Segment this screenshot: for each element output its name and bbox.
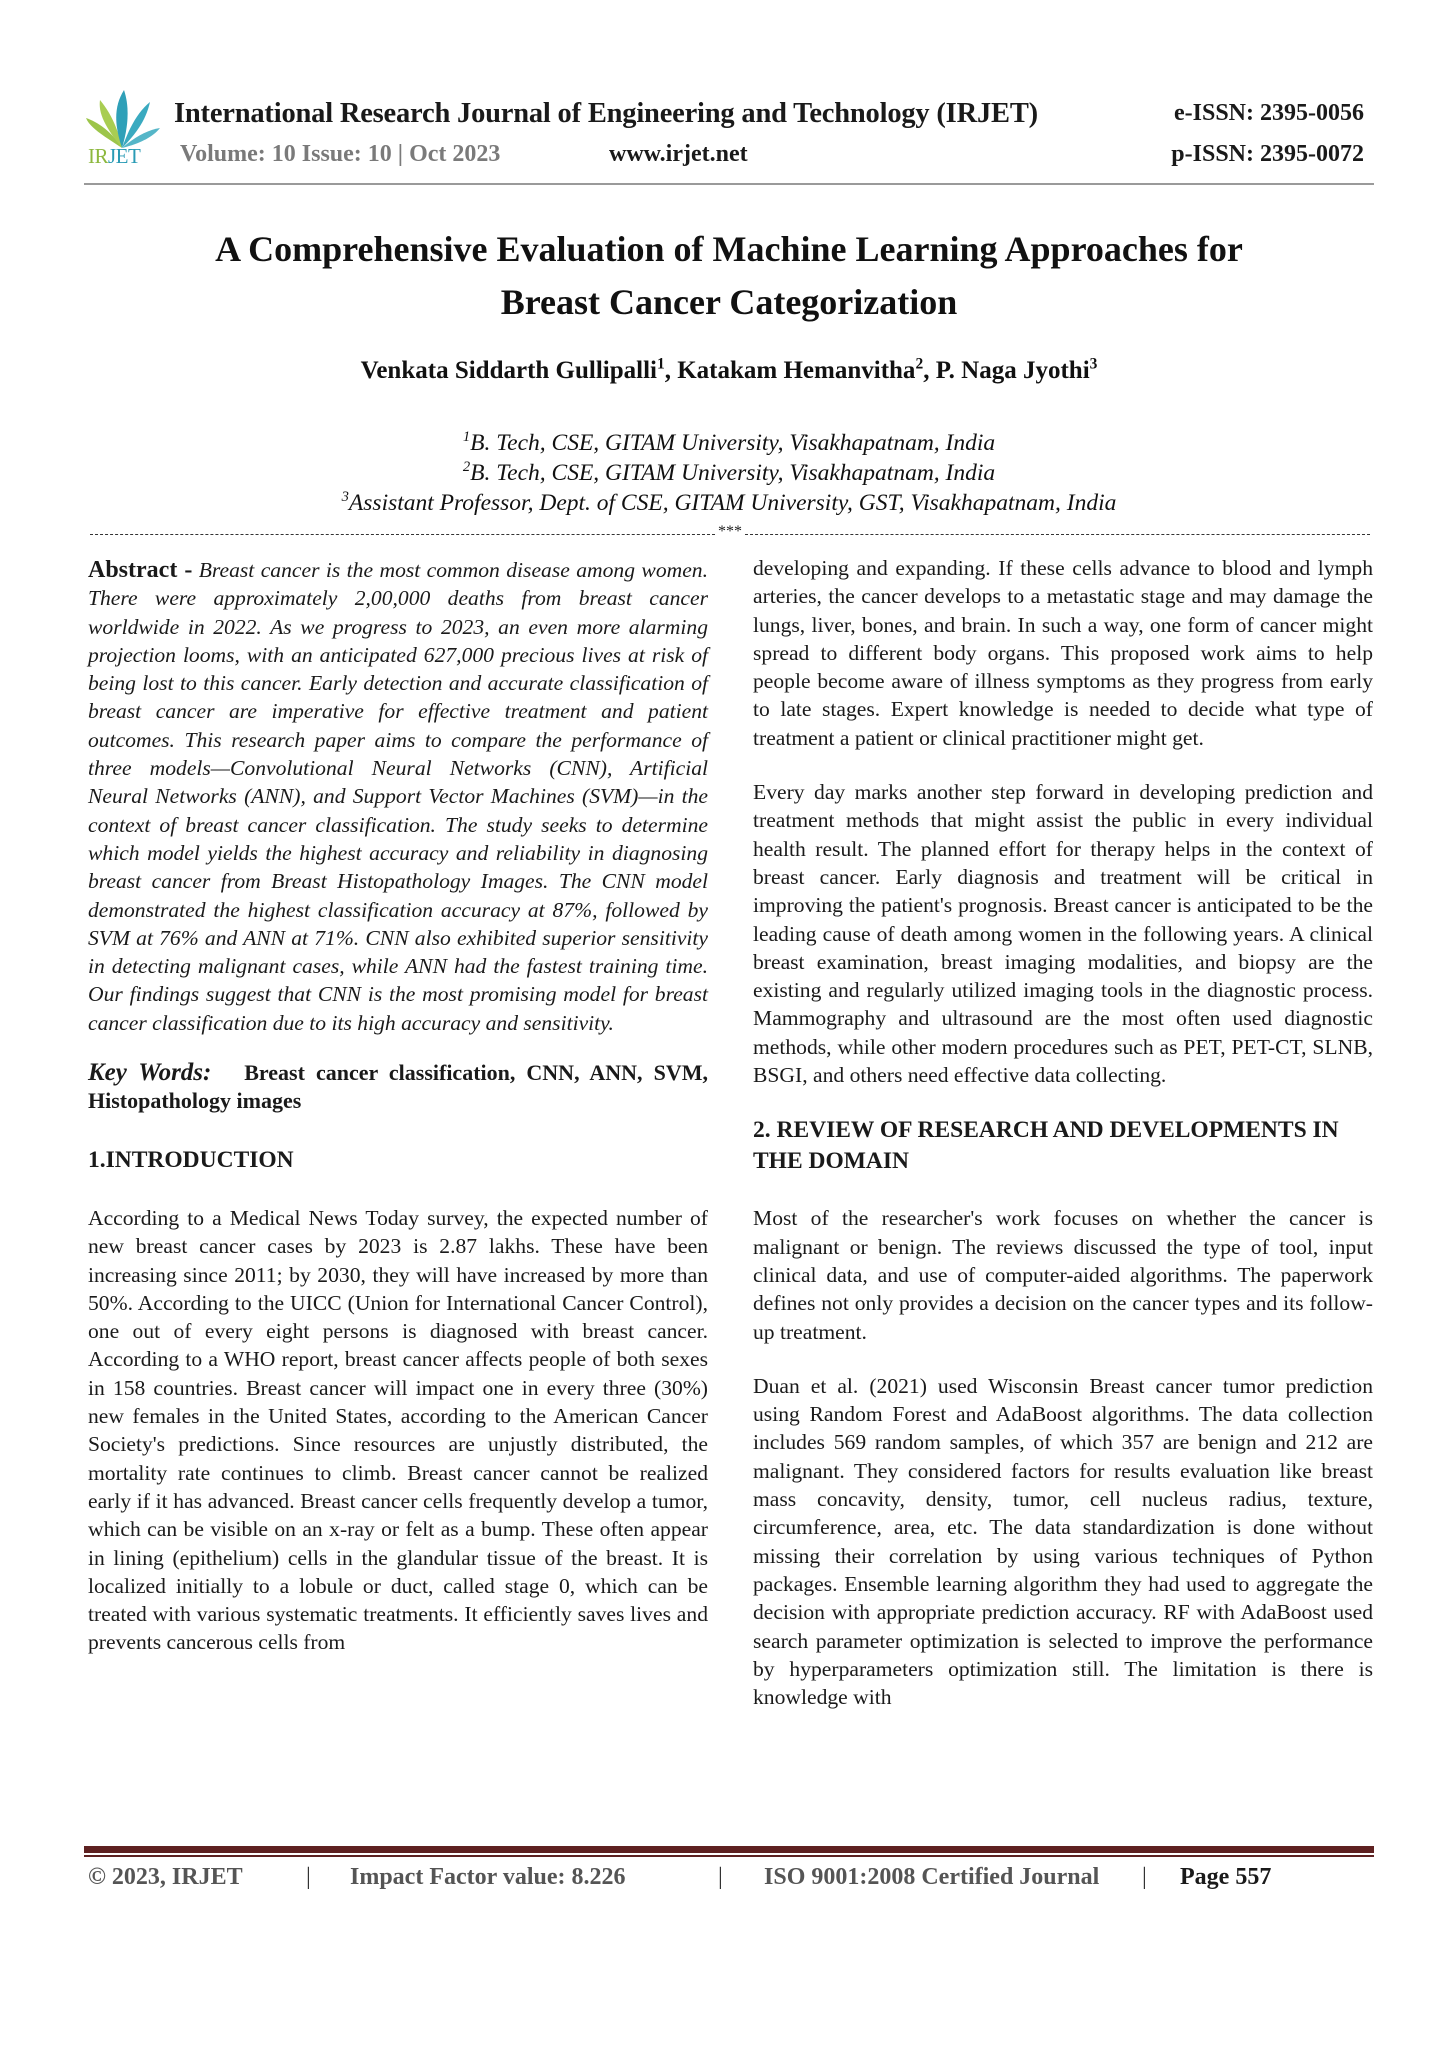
affiliation-item (84, 428, 1374, 458)
keywords-colon: : (203, 1059, 212, 1087)
review-paragraph-2: Duan et al. (2021) used Wisconsin Breast cancer tumor prediction using Random Forest and AdaBoost algorithms. The data collection includes 569 random samples, of which 357 are benign and 212 are malignant. They considered factors for results evaluation like breast mass concavity, density, tumor, cell nucleus radius, texture, circumference, area, etc. The data standardization is done without missing their correlation by using various techniques of Python packages. Ensemble learning algorithm they had used to aggregate the decision with appropriate prediction accuracy. RF with AdaBoost used search parameter optimization is selected to improve the performance by hyperparameters optimization still. The limitation is there is knowledge with (753, 1373, 1373, 1710)
left-column (88, 556, 708, 1657)
affiliation-mark: 3 (341, 489, 349, 506)
right-column (753, 554, 1373, 1711)
section-heading-introduction: 1.INTRODUCTION (88, 1146, 294, 1173)
author-name: Katakam Hemanvitha (677, 357, 916, 384)
intro-paragraph-2: Every day marks another step forward in developing prediction and treatment methods that might assist the public in every individual health result. The planned effort for therapy helps in the context of breast cancer. Early diagnosis and treatment will be critical in improving the patient's prognosis. Breast cancer is anticipated to be the leading cause of death among women in the following years. A clinical breast examination, breast imaging modalities, and biopsy are the existing and regularly utilized imaging tools in the diagnostic process. Mammography and ultrasound are the most often used diagnostic methods, while other modern procedures such as PET, PET-CT, SLNB, BSGI, and others need effective data collecting. (753, 780, 1373, 1088)
author-name: P. Naga Jyothi (935, 357, 1090, 384)
author-affiliation-mark: 3 (1089, 355, 1098, 373)
p-issn: p-ISSN: 2395-0072 (1171, 141, 1364, 167)
footer-impact-factor: Impact Factor value: 8.226 (350, 1864, 626, 1890)
paper-title-line-2: Breast Cancer Categorization (500, 282, 958, 322)
paper-title-line-1: A Comprehensive Evaluation of Machine Learning Approaches for (215, 229, 1243, 269)
section-separator (90, 520, 1370, 544)
header-divider (84, 183, 1374, 185)
footer-divider: | (718, 1864, 723, 1890)
affiliation-mark: 2 (462, 459, 471, 476)
abstract-text: Breast cancer is the most common disease among women. There were approximately 2,00,000 deaths from breast cancer worldwide in 2022. As we progress to 2023, an even more alarming projection looms, with an anticipated 627,000 precious lives at risk of being lost to this cancer. Early detection and accurate classification of breast cancer are imperative for effective treatment and patient outcomes. This research paper aims to compare the performance of three models—Convolutional Neural Networks (CNN), Artificial Neural Networks (ANN), and Support Vector Machines (SVM)—in the context of breast cancer classification. The study seeks to determine which model yields the highest accuracy and reliability in diagnosing breast cancer from Breast Histopathology Images. The CNN model demonstrated the highest classification accuracy at 87%, followed by SVM at 76% and ANN at 71%. CNN also exhibited superior sensitivity in detecting malignant cases, while ANN had the fastest training time. Our findings suggest that CNN is the most promising model for breast cancer classification due to its high accuracy and sensitivity. (88, 558, 708, 1035)
keywords-label: Key Words (88, 1059, 204, 1087)
author-affiliation-mark: 1 (656, 355, 665, 373)
affiliation-mark: 1 (462, 429, 471, 446)
affiliation-text: Assistant Professor, Dept. of CSE, GITAM University, GST, Visakhapatnam, India (348, 490, 1117, 516)
irjet-logo (84, 88, 162, 172)
affiliation-text: B. Tech, CSE, GITAM University, Visakhapatnam, India (470, 430, 996, 456)
footer-copyright: © 2023, IRJET (88, 1864, 243, 1890)
keywords-text: Breast cancer classification, CNN, ANN, SVM, Histopathology images (88, 1060, 708, 1114)
review-paragraph-1: Most of the researcher's work focuses on whether the cancer is malignant or benign. The reviews discussed the type of tool, input clinical data, and use of computer-aided algorithms. The paperwork defines not only provides a decision on the cancer types and its follow-up treatment. (753, 1206, 1373, 1344)
logo-text-jet: JET (108, 144, 141, 168)
abstract-label: Abstract - (88, 557, 193, 583)
page-footer (88, 1864, 1378, 1900)
separator-asterisks: *** (718, 523, 742, 540)
journal-header (84, 88, 1364, 188)
author-name: Venkata Siddarth Gullipalli (360, 357, 657, 384)
keywords (88, 1059, 708, 1116)
paper-title (84, 223, 1374, 329)
footer-iso-certification: ISO 9001:2008 Certified Journal (764, 1864, 1100, 1890)
author-separator: , (664, 357, 678, 384)
footer-divider: | (1142, 1864, 1147, 1890)
leaf-logo-icon (84, 88, 162, 150)
affiliation-list (84, 428, 1374, 518)
footer-bar-thin (84, 1855, 1374, 1857)
journal-website-link[interactable]: www.irjet.net (609, 141, 748, 167)
author-separator: , (923, 357, 936, 384)
logo-text-ir: IR (88, 144, 108, 168)
volume-issue: Volume: 10 Issue: 10 | Oct 2023 (180, 141, 501, 167)
logo-wordmark (88, 144, 140, 169)
footer-page-number: Page 557 (1180, 1864, 1272, 1890)
affiliation-item (84, 458, 1374, 488)
author-list (84, 357, 1374, 385)
e-issn: e-ISSN: 2395-0056 (1174, 100, 1364, 126)
footer-divider: | (306, 1864, 311, 1890)
dashed-rule-right (745, 534, 1370, 535)
author-affiliation-mark: 2 (915, 355, 924, 373)
affiliation-text: B. Tech, CSE, GITAM University, Visakhapatnam, India (470, 460, 996, 486)
footer-bar (84, 1846, 1374, 1853)
affiliation-item (84, 488, 1374, 518)
dashed-rule-left (90, 534, 715, 535)
intro-paragraph-1-continued: developing and expanding. If these cells advance to blood and lymph arteries, the cancer develops to a metastatic stage and may damage the lungs, liver, bones, and brain. In such a way, one form of cancer might spread to different body organs. This proposed work aims to help people become aware of illness symptoms as they progress from early to late stages. Expert knowledge is needed to decide what type of treatment a patient or clinical practitioner might get. (753, 556, 1373, 750)
journal-title: International Research Journal of Engineering and Technology (IRJET) (174, 98, 1038, 129)
abstract (88, 556, 708, 1037)
section-heading-review: 2. REVIEW OF RESEARCH AND DEVELOPMENTS IN THE DOMAIN (753, 1117, 1339, 1175)
intro-paragraph-1: According to a Medical News Today survey, the expected number of new breast cancer cases by 2023 is 2.87 lakhs. These have been increasing since 2011; by 2030, they will have increased by more than 50%. According to the UICC (Union for International Cancer Control), one out of every eight persons is diagnosed with breast cancer. According to a WHO report, breast cancer affects people of both sexes in 158 countries. Breast cancer will impact one in every three (30%) new females in the United States, according to the American Cancer Society's predictions. Since resources are unjustly distributed, the mortality rate continues to climb. Breast cancer cannot be realized early if it has advanced. Breast cancer cells frequently develop a tumor, which can be visible on an x-ray or felt as a bump. These often appear in lining (epithelium) cells in the glandular tissue of the breast. It is localized initially to a lobule or duct, called stage 0, which can be treated with various systematic treatments. It efficiently saves lives and prevents cancerous cells from (88, 1205, 708, 1655)
